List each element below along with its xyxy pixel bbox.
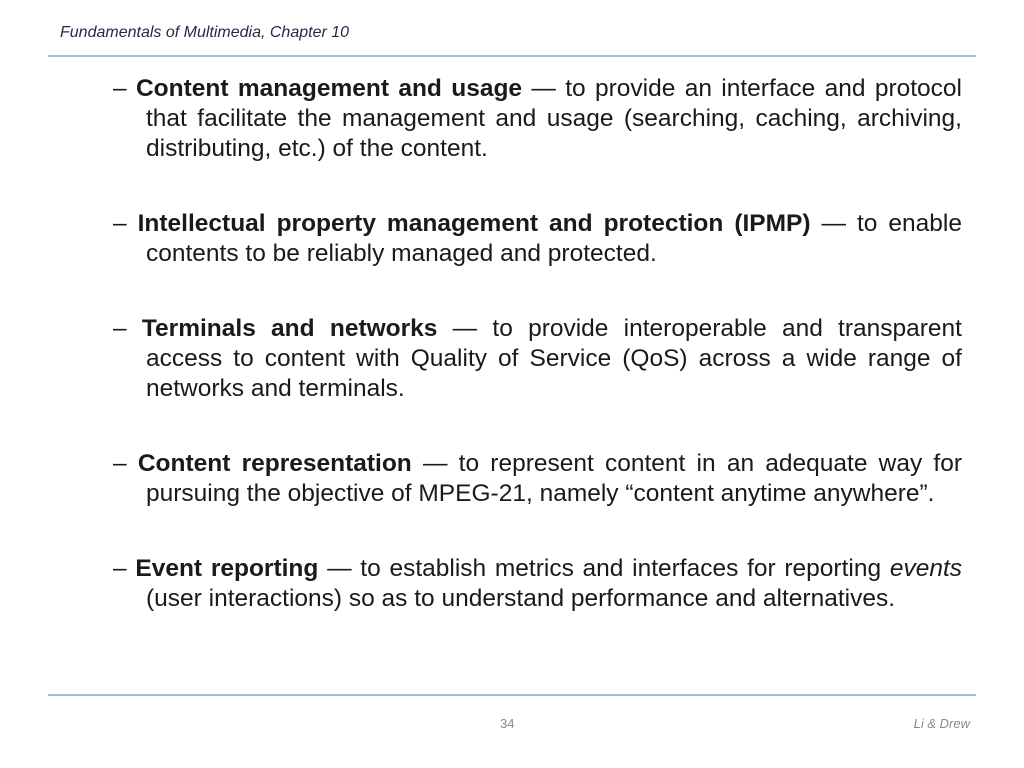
slide-header-title: Fundamentals of Multimedia, Chapter 10 <box>60 24 350 41</box>
bullet-term: Content representation <box>137 450 412 477</box>
bullet-description: — to provide an interface and protocol that facilitate the management and usage (searching, caching, archiving, distributing, etc.) of the content. <box>146 75 962 162</box>
bullet-description-end: (user interactions) so as to understand performance and alternatives. <box>146 585 896 612</box>
bullet-content-representation <box>113 449 962 509</box>
bullet-terminals-networks <box>113 314 962 404</box>
page-number: 34 <box>500 716 515 731</box>
bullet-term: Event reporting <box>135 555 319 582</box>
bullet-dash: – <box>113 75 127 102</box>
bullet-dash: – <box>113 555 127 582</box>
footer-divider <box>48 694 976 696</box>
footer-authors: Li & Drew <box>913 716 970 731</box>
bullet-emphasis: events <box>889 555 963 582</box>
bullet-event-reporting <box>113 554 962 614</box>
bullet-description: — to provide interoperable and transparent access to content with Quality of Service (QoS) across a wide range of networks and terminals. <box>146 315 962 402</box>
bullet-description-start: — to establish metrics and interfaces for reporting <box>318 555 890 582</box>
header-divider <box>48 55 976 57</box>
bullet-dash: – <box>113 450 127 477</box>
bullet-content-management <box>113 74 962 164</box>
bullet-term: Content management and usage <box>135 75 523 102</box>
bullet-dash: – <box>113 210 127 237</box>
bullet-term: Intellectual property management and protection (IPMP) <box>137 210 811 237</box>
bullet-description: — to enable contents to be reliably managed and protected. <box>146 210 962 267</box>
bullet-dash: – <box>113 315 127 342</box>
bullet-term: Terminals and networks <box>141 315 438 342</box>
bullet-list <box>113 74 962 614</box>
bullet-description: — to represent content in an adequate way for pursuing the objective of MPEG-21, namely “content anytime anywhere”. <box>146 450 963 507</box>
bullet-ipmp <box>113 209 962 269</box>
